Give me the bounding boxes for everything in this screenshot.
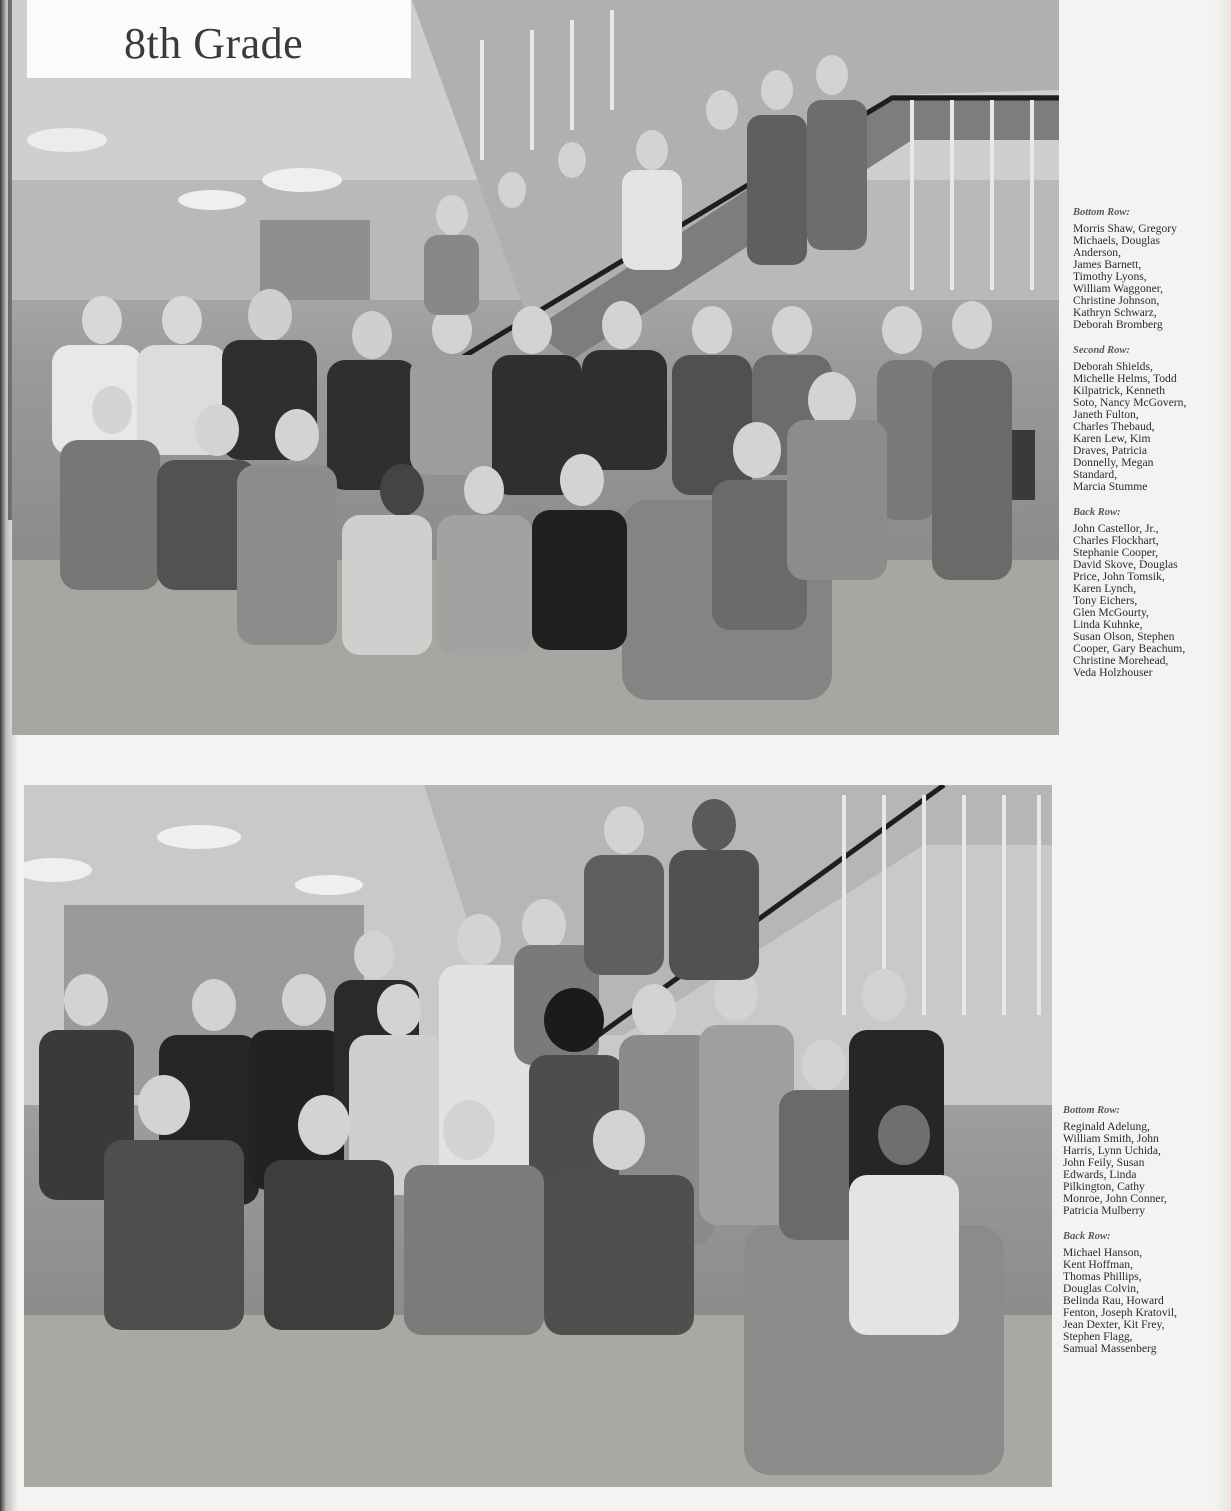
back-row-names-top: John Castellor, Jr., Charles Flockhart, Stephanie Cooper, David Skove, Douglas Price, John Tomsik, Karen Lynch, Tony Eichers, Glen McGourty, Linda Kuhnke, Susan Olson, Stephen Cooper, Gary Beachum, Christine Morehead, Veda Holzhouser [1073,522,1186,679]
back-row-heading-top: Back Row: [1073,507,1121,518]
bottom-row-names-bottom: Reginald Adelung, William Smith, John Harris, Lynn Uchida, John Feily, Susan Edwards, Linda Pilkington, Cathy Monroe, John Conner, Patricia Mulberry [1063,1120,1167,1217]
second-row-heading-top: Second Row: [1073,345,1130,356]
bottom-row-heading-top: Bottom Row: [1073,207,1130,218]
page-title-box [27,0,411,78]
page-title: 8th Grade [124,19,304,68]
second-row-names-top: Deborah Shields, Michelle Helms, Todd Kilpatrick, Kenneth Soto, Nancy McGovern, Janeth Fulton, Charles Thebaud, Karen Lew, Kim Draves, Patricia Donnelly, Megan Standard, Marcia Stumme [1073,360,1187,493]
bottom-row-heading-bottom: Bottom Row: [1063,1105,1120,1116]
back-row-heading-bottom: Back Row: [1063,1231,1111,1242]
caption-top [1073,207,1228,693]
class-photo-bottom [24,785,1052,1487]
class-photo-top [12,0,1059,735]
bottom-row-names-top: Morris Shaw, Gregory Michaels, Douglas Anderson, James Barnett, Timothy Lyons, William Waggoner, Christine Johnson, Kathryn Schwarz, Deborah Bromberg [1073,222,1177,331]
back-row-names-bottom: Michael Hanson, Kent Hoffman, Thomas Phillips, Douglas Colvin, Belinda Rau, Howard Fenton, Joseph Kratovil, Jean Dexter, Kit Frey, Stephen Flagg, Samual Massenberg [1063,1246,1177,1355]
caption-bottom [1063,1105,1223,1369]
photo-scene-bottom [24,785,1052,1487]
photo-scene-top [12,0,1059,735]
